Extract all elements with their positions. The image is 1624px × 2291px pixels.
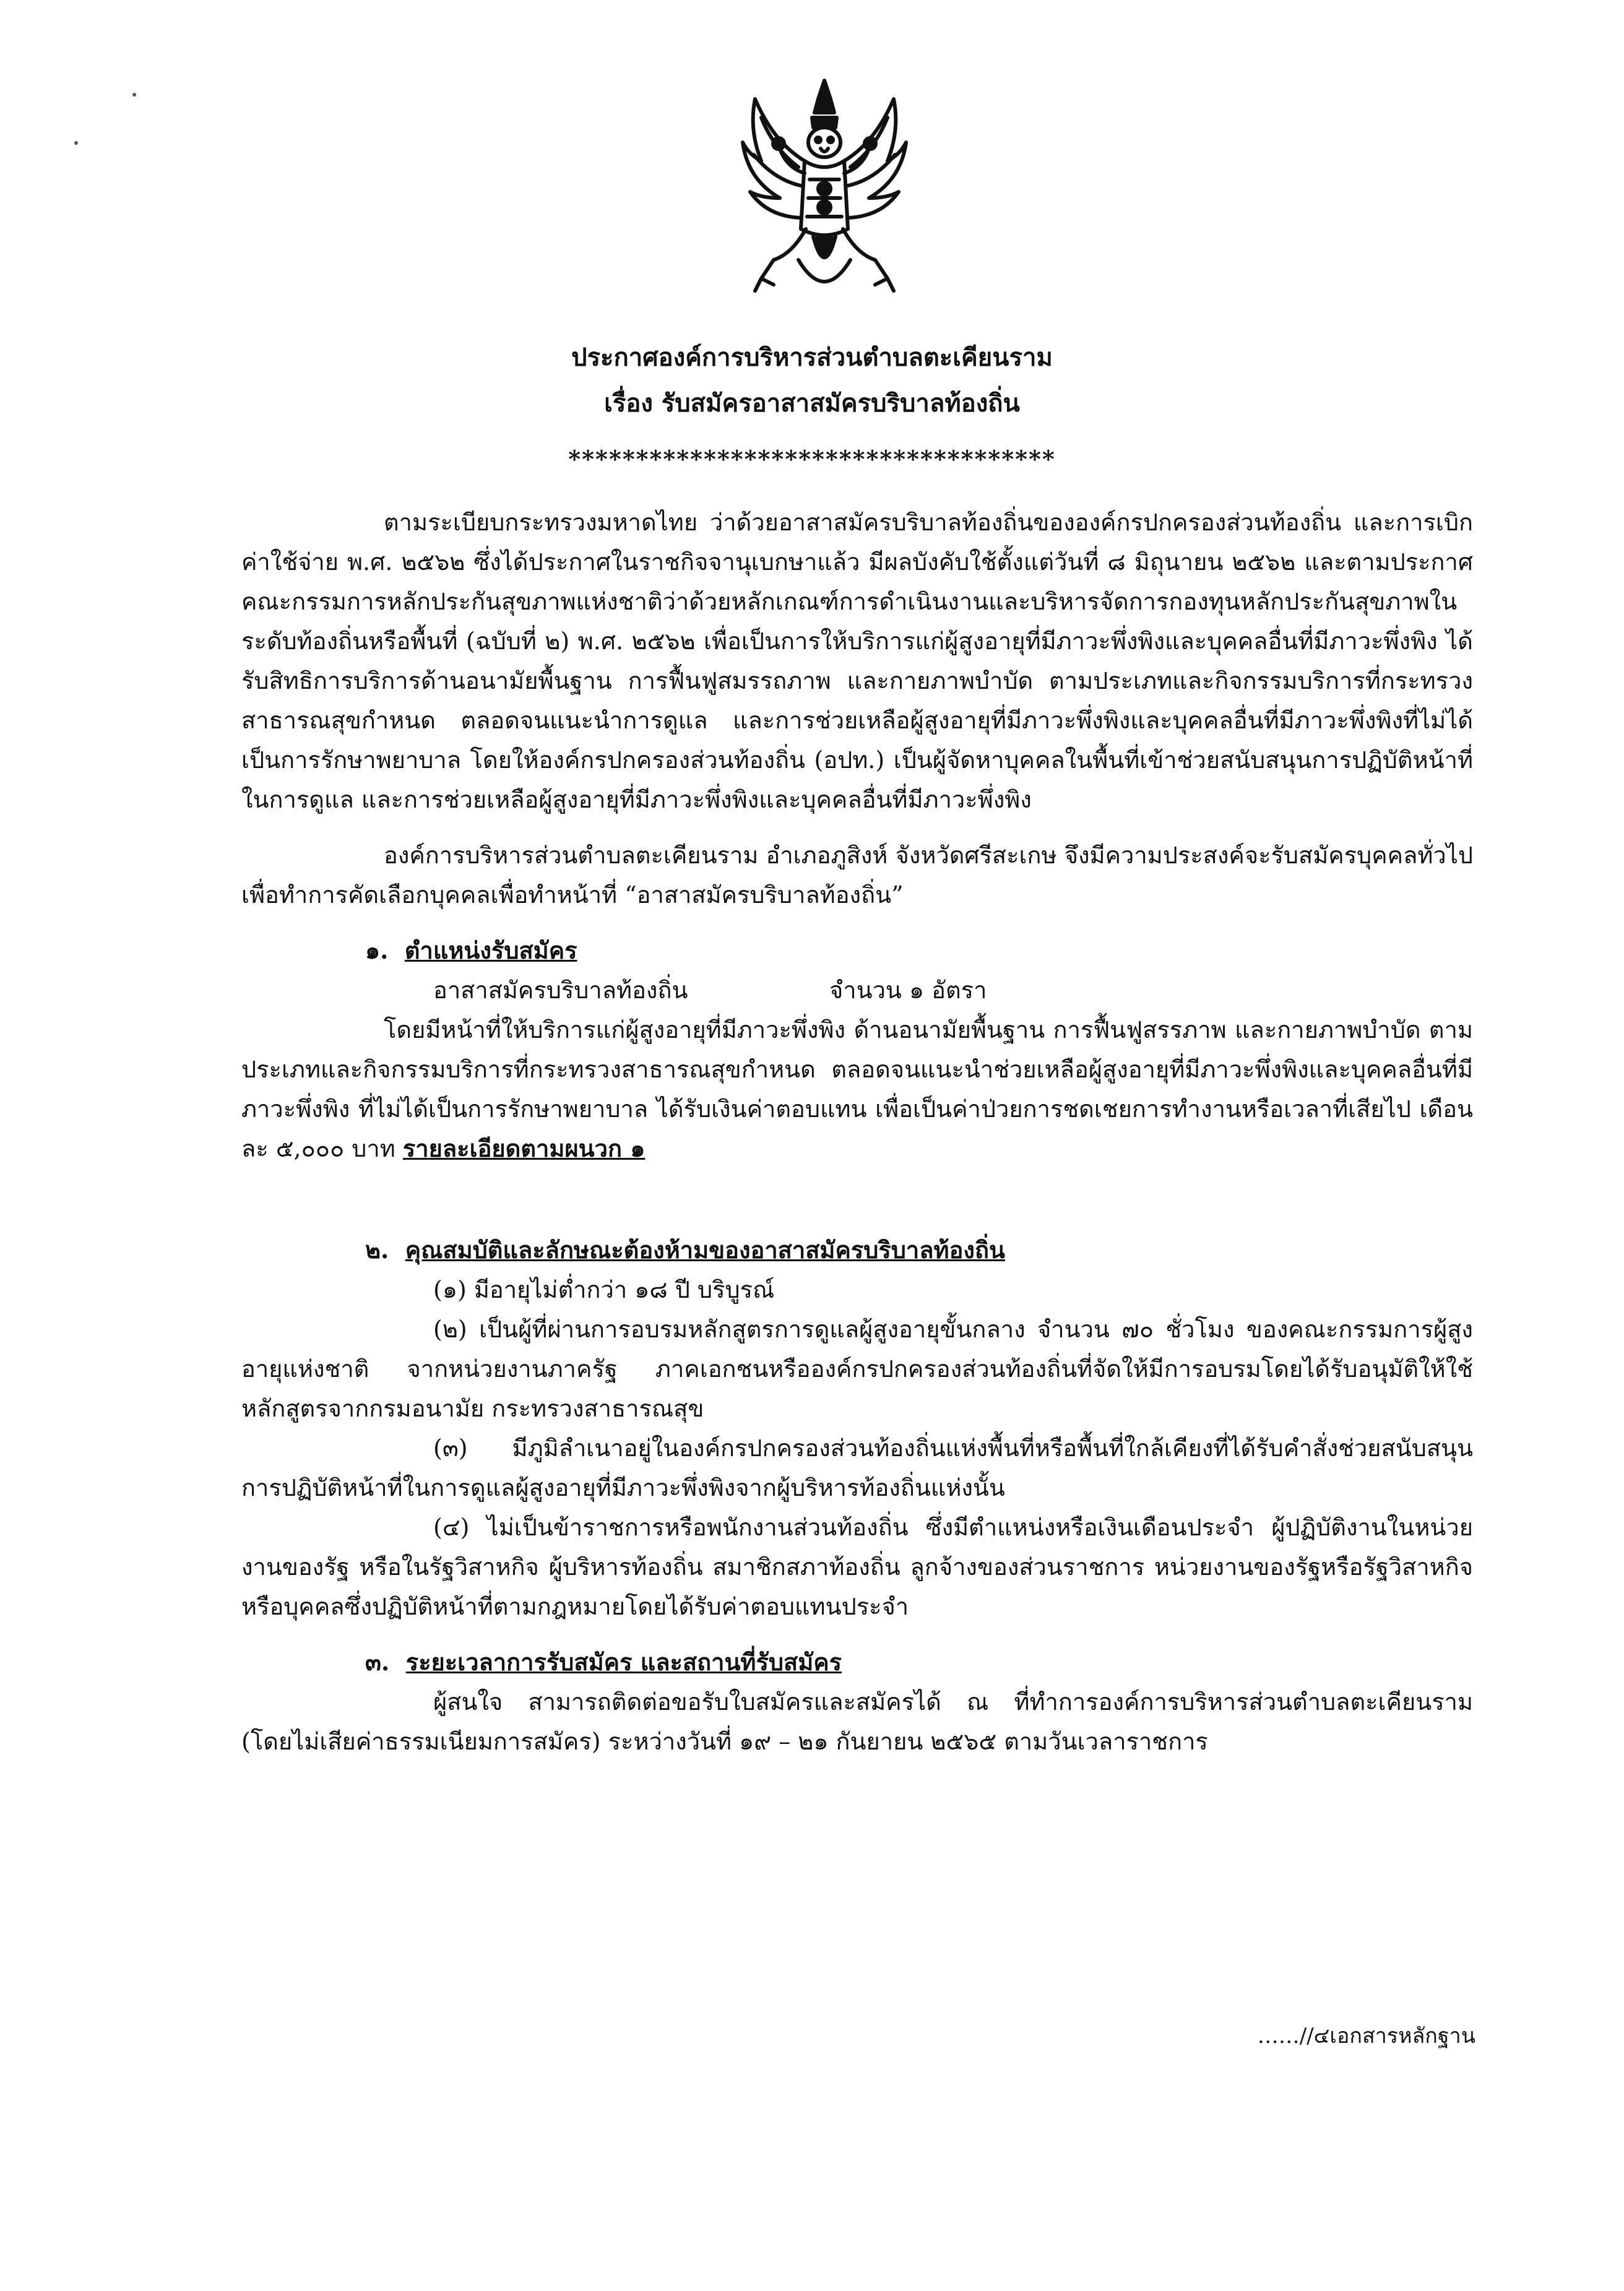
continued-footer: ……//๔เอกสารหลักฐาน xyxy=(1257,2024,1475,2048)
announcement-subject: เรื่อง รับสมัครอาสาสมัครบริบาลท้องถิ่น xyxy=(604,389,1020,418)
position-name: อาสาสมัครบริบาลท้องถิ่น xyxy=(433,977,688,1004)
annex-reference: รายละเอียดตามผนวก ๑ xyxy=(402,1134,646,1162)
qualification-item: (๒) เป็นผู้ที่ผ่านการอบรมหลักสูตรการดูแลผู้สูงอายุขั้นกลาง จำนวน ๗๐ ชั่วโมง ของคณะกรรมการผู้สูงอายุแห่งชาติ จากหน่วยงานภาครัฐ ภาคเอกชนหรือองค์กรปกครองส่วนท้องถิ่นที่จัดให้มีการอบรมโดยได้รับอนุมัติให้ใช้หลักสูตรจากกรมอนามัย กระทรวงสาธารณสุข xyxy=(241,1316,1473,1422)
scan-speck xyxy=(74,141,78,145)
section-3-title: ระยะเวลาการรับสมัคร และสถานที่รับสมัคร xyxy=(405,1648,842,1676)
title-separator: ************************************ xyxy=(568,445,1056,473)
scan-speck xyxy=(132,93,136,97)
duty-text: โดยมีหน้าที่ให้บริการแก่ผู้สูงอายุที่มีภาวะพึ่งพิง ด้านอนามัยพื้นฐาน การฟื้นฟูสรรภาพ และกายภาพบำบัด ตามประเภทและกิจกรรมบริการที่กระทรวงสาธารณสุขกำหนด ตลอดจนแนะนำช่วยเหลือผู้สูงอายุที่มีภาวะพึ่งพิงและบุคคลอื่นที่มีภาวะพึ่งพิง ที่ไม่ได้เป็นการรักษาพยาบาล ได้รับเงินค่าตอบแทน เพื่อเป็นค่าป่วยการชดเชยการทำงานหรือเวลาที่เสียไป เดือนละ ๕,๐๐๐ บาท xyxy=(241,1016,1473,1162)
section-1-number: ๑. xyxy=(365,936,389,964)
position-row xyxy=(241,970,1473,1010)
qualification-item: (๓) มีภูมิลำเนาอยู่ในองค์กรปกครองส่วนท้องถิ่นแห่งพื้นที่หรือพื้นที่ใกล้เคียงที่ได้รับคำสั่งช่วยสนับสนุนการปฏิบัติหน้าที่ในการดูแลผู้สูงอายุที่มีภาวะพึ่งพิงจากผู้บริหารท้องถิ่นแห่งนั้น xyxy=(241,1435,1473,1501)
qualification-item: (๑) มีอายุไม่ต่ำกว่า ๑๘ ปี บริบูรณ์ xyxy=(433,1276,775,1303)
section-2-title: คุณสมบัติและลักษณะต้องห้ามของอาสาสมัครบริบาลท้องถิ่น xyxy=(405,1236,1005,1264)
announcement-title: ประกาศองค์การบริหารส่วนตำบลตะเคียนราม xyxy=(571,343,1053,372)
section-3-number: ๓. xyxy=(365,1648,390,1676)
intro-paragraph-1: ตามระเบียบกระทรวงมหาดไทย ว่าด้วยอาสาสมัครบริบาลท้องถิ่นขององค์กรปกครองส่วนท้องถิ่น และการเบิกค่าใช้จ่าย พ.ศ. ๒๕๖๒ ซึ่งได้ประกาศในราชกิจจานุเบกษาแล้ว มีผลบังคับใช้ตั้งแต่วันที่ ๘ มิถุนายน ๒๕๖๒ และตามประกาศคณะกรรมการหลักประกันสุขภาพแห่งชาติว่าด้วยหลักเกณฑ์การดำเนินงานและบริหารจัดการกองทุนหลักประกันสุขภาพในระดับท้องถิ่นหรือพื้นที่ (ฉบับที่ ๒) พ.ศ. ๒๕๖๒ เพื่อเป็นการให้บริการแก่ผู้สูงอายุที่มีภาวะพึ่งพิงและบุคคลอื่นที่มีภาวะพึ่งพิง ได้รับสิทธิการบริการด้านอนามัยพื้นฐาน การฟื้นฟูสมรรถภาพ และกายภาพบำบัด ตามประเภทและกิจกรรมบริการที่กระทรวงสาธารณสุขกำหนด ตลอดจนแนะนำการดูแล และการช่วยเหลือผู้สูงอายุที่มีภาวะพึ่งพิงและบุคคลอื่นที่มีภาวะพึ่งพิงที่ไม่ได้เป็นการรักษาพยาบาล โดยให้องค์กรปกครองส่วนท้องถิ่น (อปท.) เป็นผู้จัดหาบุคคลในพื้นที่เข้าช่วยสนับสนุนการปฏิบัติหน้าที่ในการดูแล และการช่วยเหลือผู้สูงอายุที่มีภาวะพึ่งพิงและบุคคลอื่นที่มีภาวะพึ่งพิง xyxy=(241,509,1473,813)
section-1-title: ตำแหน่งรับสมัคร xyxy=(404,936,577,964)
position-quota: จำนวน ๑ อัตรา xyxy=(829,977,987,1004)
document-body xyxy=(241,503,1473,1761)
section-2-heading xyxy=(241,1230,1473,1270)
duty-paragraph xyxy=(241,1010,1473,1168)
section-3-heading xyxy=(241,1642,1473,1682)
section-1-heading xyxy=(241,931,1473,970)
qualification-item: (๔) ไม่เป็นข้าราชการหรือพนักงานส่วนท้องถิ่น ซึ่งมีตำแหน่งหรือเงินเดือนประจำ ผู้ปฏิบัติงานในหน่วยงานของรัฐ หรือในรัฐวิสาหกิจ ผู้บริหารท้องถิ่น สมาชิกสภาท้องถิ่น ลูกจ้างของส่วนราชการ หน่วยงานของรัฐหรือรัฐวิสาหกิจ หรือบุคคลซึ่งปฏิบัติหน้าที่ตามกฎหมายโดยได้รับค่าตอบแทนประจำ xyxy=(241,1514,1473,1620)
garuda-emblem-icon xyxy=(736,74,913,309)
application-period-text: ผู้สนใจ สามารถติดต่อขอรับใบสมัครและสมัครได้ ณ ที่ทำการองค์การบริหารส่วนตำบลตะเคียนราม (โดยไม่เสียค่าธรรมเนียมการสมัคร) ระหว่างวันที่ ๑๙ – ๒๑ กันยายน ๒๕๖๕ ตามวันเวลาราชการ xyxy=(241,1688,1473,1755)
section-2-number: ๒. xyxy=(365,1236,389,1264)
intro-paragraph-2: องค์การบริหารส่วนตำบลตะเคียนราม อำเภอภูสิงห์ จังหวัดศรีสะเกษ จึงมีความประสงค์จะรับสมัครบุคคลทั่วไปเพื่อทำการคัดเลือกบุคคลเพื่อทำหน้าที่ “อาสาสมัครบริบาลท้องถิ่น” xyxy=(241,842,1473,908)
